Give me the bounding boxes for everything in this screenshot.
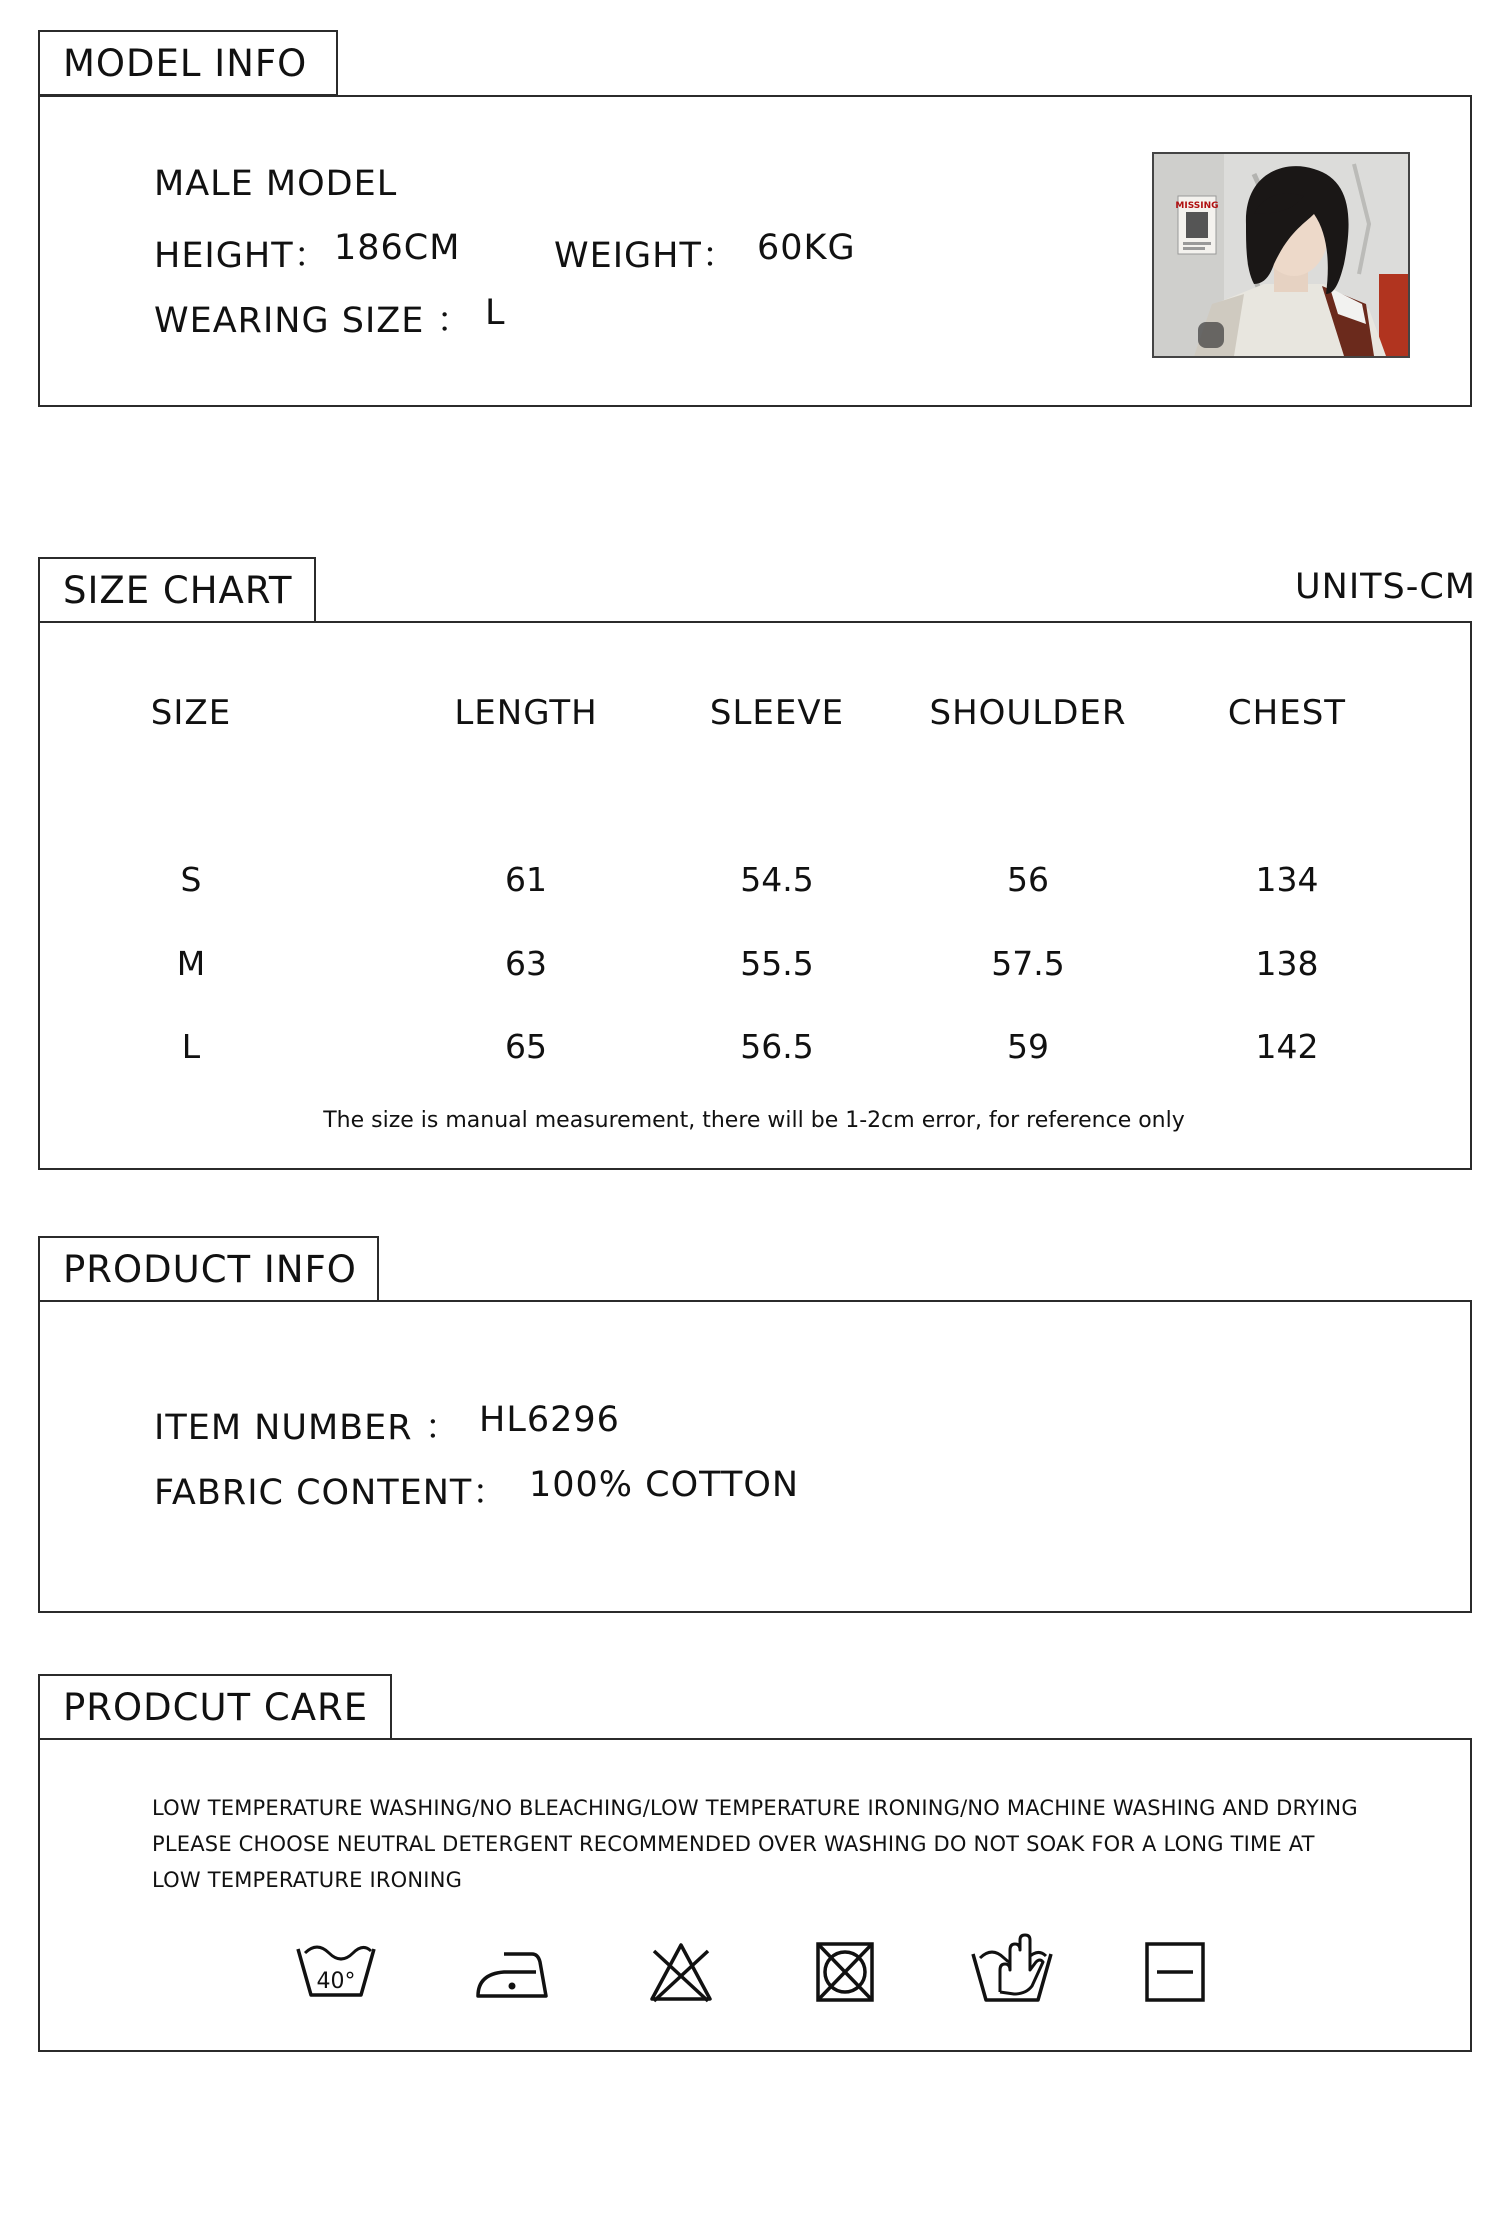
product-info-box (38, 1300, 1472, 1613)
care-text-line: LOW TEMPERATURE IRONING (152, 1868, 463, 1892)
table-cell: 65 (505, 1027, 547, 1066)
table-cell: 56 (1007, 860, 1049, 899)
size-chart-tab: SIZE CHART (38, 557, 316, 623)
dry-flat-icon (1144, 1941, 1206, 2003)
table-cell: 57.5 (991, 944, 1065, 983)
wearing-size-value: L (485, 293, 506, 333)
height-label: HEIGHT： (154, 236, 330, 276)
product-info-tab: PRODUCT INFO (38, 1236, 379, 1302)
product-care-tab: PRODCUT CARE (38, 1674, 392, 1740)
model-info-tab: MODEL INFO (38, 30, 338, 96)
weight-label: WEIGHT： (554, 236, 738, 276)
item-number-label: ITEM NUMBER ： (154, 1408, 461, 1448)
table-cell: 142 (1255, 1027, 1319, 1066)
iron-low-icon (474, 1946, 550, 2002)
table-cell: L (181, 1027, 201, 1066)
col-header-length: LENGTH (454, 693, 598, 733)
table-cell: 54.5 (740, 860, 814, 899)
table-cell: 63 (505, 944, 547, 983)
weight-value: 60KG (757, 228, 856, 268)
table-cell: S (180, 860, 202, 899)
table-cell: M (176, 944, 206, 983)
table-cell: 61 (505, 860, 547, 899)
care-text-line: LOW TEMPERATURE WASHING/NO BLEACHING/LOW TEMPERATURE IRONING/NO MACHINE WASHING AND DRYING (152, 1796, 1358, 1820)
fabric-content-value: 100% COTTON (529, 1465, 800, 1505)
col-header-shoulder: SHOULDER (929, 693, 1127, 733)
table-cell: 138 (1255, 944, 1319, 983)
col-header-chest: CHEST (1227, 693, 1347, 733)
col-header-size: SIZE (150, 693, 232, 733)
model-label: MALE MODEL (154, 164, 398, 204)
table-cell: 55.5 (740, 944, 814, 983)
fabric-content-label: FABRIC CONTENT： (154, 1473, 509, 1513)
missing-sign-text: MISSING (1175, 201, 1219, 211)
table-cell: 59 (1007, 1027, 1049, 1066)
care-text-line: PLEASE CHOOSE NEUTRAL DETERGENT RECOMMENDED OVER WASHING DO NOT SOAK FOR A LONG TIME AT (152, 1832, 1315, 1856)
table-cell: 56.5 (740, 1027, 814, 1066)
col-header-sleeve: SLEEVE (709, 693, 845, 733)
wash-40-icon (295, 1937, 377, 2001)
wash-temp-text: 40° (316, 1969, 356, 1994)
wearing-size-label: WEARING SIZE ： (154, 301, 473, 341)
table-cell: 134 (1255, 860, 1319, 899)
model-photo (1152, 152, 1410, 358)
units-label: UNITS-CM (1295, 567, 1476, 607)
hand-wash-icon (970, 1930, 1054, 2004)
height-value: 186CM (334, 228, 461, 268)
item-number-value: HL6296 (479, 1400, 620, 1440)
no-bleach-icon (648, 1941, 714, 2003)
size-note: The size is manual measurement, there will be 1-2cm error, for reference only (323, 1108, 1185, 1133)
no-tumble-dry-icon (815, 1941, 875, 2003)
